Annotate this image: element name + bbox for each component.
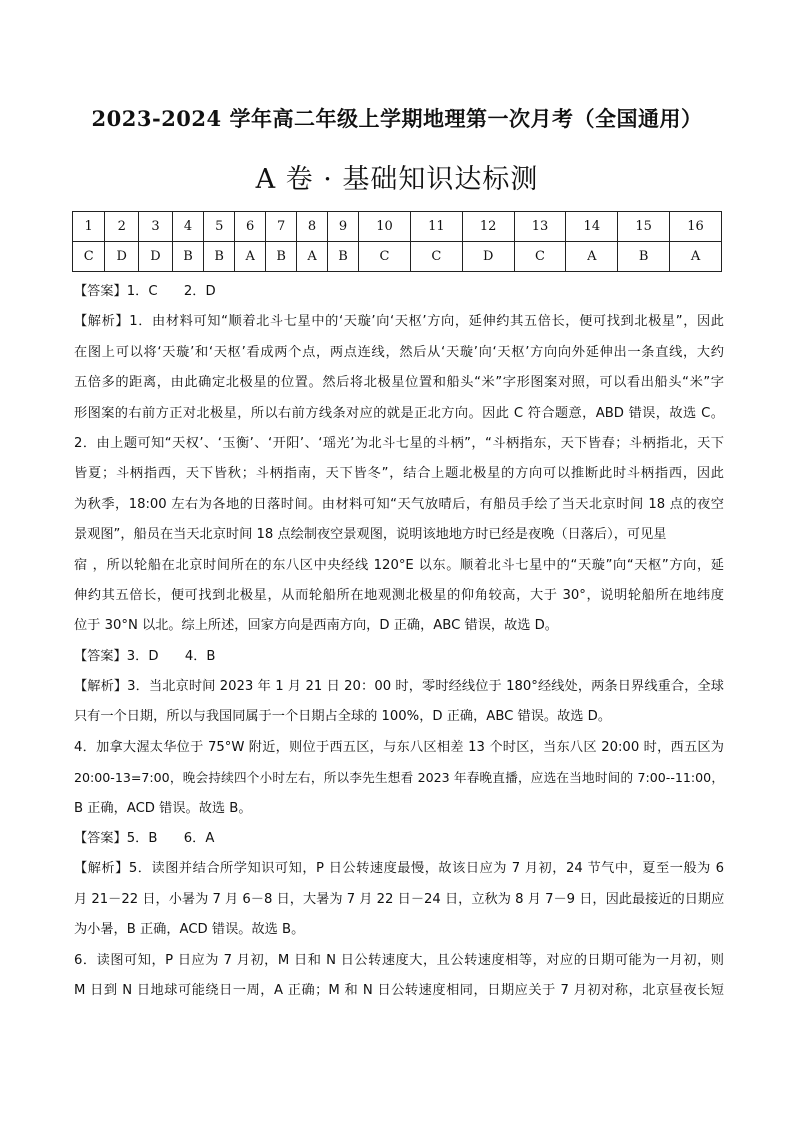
explanation-line: 4．加拿大渥太华位于 75°W 附近，则位于西五区，与东八区相差 13 个时区，当东八区 20:00 时，西五区为 — [74, 739, 724, 755]
question-number: 10 — [359, 212, 411, 242]
explanation-line: 景观图”，船员在当天北京时间 18 点绘制夜空景观图，说明该地地方时已经是夜晚（日落后），可见星 — [74, 527, 667, 543]
question-number: 1 — [73, 212, 105, 242]
explanation-line: 伸约其五倍长，便可找到北极星，从而轮船所在地观测北极星的仰角较高，大于 30°，说明轮船所在地纬度 — [74, 587, 724, 603]
question-number: 9 — [327, 212, 358, 242]
explanation-line: 五倍多的距离，由此确定北极星的位置。然后将北极星位置和船头“米”字形图案对照，可以看出船头“米”字 — [74, 375, 724, 391]
answer-line-q1-q2: 【答案】1．C 2．D — [74, 284, 216, 299]
question-number: 3 — [139, 212, 173, 242]
answer-cell: B — [172, 242, 203, 272]
answer-line-q3-q4: 【答案】3．D 4．B — [74, 648, 216, 664]
question-number: 15 — [618, 212, 670, 242]
explanation-line: 只有一个日期，所以与我国同属于一个日期占全球的 100%，D 正确，ABC 错误。故选 D。 — [74, 709, 612, 725]
answer-line-q5-q6: 【答案】5．B 6．A — [74, 831, 215, 847]
explanation-line: 为秋季，18:00 左右为各地的日落时间。由材料可知“天气放晴后，有船员手绘了当天北京时间 18 点的夜空 — [74, 496, 724, 512]
answer-cell: C — [73, 242, 105, 272]
answer-cell: B — [618, 242, 670, 272]
answer-cell: D — [105, 242, 139, 272]
question-number: 7 — [266, 212, 297, 242]
answer-cell: C — [359, 242, 411, 272]
question-number: 6 — [235, 212, 266, 242]
answer-cell: A — [670, 242, 722, 272]
explanation-line: 【解析】1．由材料可知“顺着北斗七星中的‘天璇’向‘天枢’方向，延伸约其五倍长，便可找到北极星”，因此 — [74, 314, 724, 330]
answer-cell: A — [297, 242, 328, 272]
exam-title: 2023-2024 学年高二年级上学期地理第一次月考（全国通用） — [91, 106, 703, 131]
explanation-line: 20:00-13=7:00，晚会持续四个小时左右，所以李先生想看 2023 年春晚直播，应选在当地时间的 7:00--11:00， — [74, 770, 724, 786]
explanation-line: B 正确，ACD 错误。故选 B。 — [74, 800, 252, 816]
answer-row — [73, 242, 722, 272]
explanation-body — [74, 277, 724, 1006]
explanation-line: 月 21－22 日，小暑为 7 月 6－8 日，大暑为 7 月 22 日－24 日，立秋为 8 月 7－9 日，因此最接近的日期应 — [74, 891, 725, 907]
answer-cell: B — [266, 242, 297, 272]
answer-cell: D — [462, 242, 514, 272]
explanation-line: 皆夏；斗柄指西，天下皆秋；斗柄指南，天下皆冬”，结合上题北极星的方向可以推断此时斗柄指西，因此 — [74, 466, 724, 482]
explanation-line: 宿 ，所以轮船在北京时间所在的东八区中央经线 120°E 以东。顺着北斗七星中的“天璇”向“天枢”方向，延 — [74, 557, 724, 573]
answer-cell: C — [514, 242, 566, 272]
explanation-line: 位于 30°N 以北。综上所述，回家方向是西南方向，D 正确，ABC 错误，故选 D。 — [74, 618, 558, 634]
explanation-line: 【解析】3．当北京时间 2023 年 1 月 21 日 20：00 时，零时经线位于 180°经线处，两条日界线重合，全球 — [74, 679, 724, 695]
question-number: 13 — [514, 212, 566, 242]
question-number: 4 — [172, 212, 203, 242]
question-number: 8 — [297, 212, 328, 242]
answer-cell: A — [235, 242, 266, 272]
explanation-line: 为小暑，B 正确，ACD 错误。故选 B。 — [74, 922, 305, 938]
answer-cell: B — [204, 242, 235, 272]
explanation-line: 6．读图可知，P 日应为 7 月初，M 日和 N 日公转速度大，且公转速度相等，对应的日期可能为一月初，则 — [74, 952, 724, 968]
question-number: 5 — [204, 212, 235, 242]
answer-cell: B — [327, 242, 358, 272]
explanation-line: 形图案的右前方正对北极星，所以右前方线条对应的就是正北方向。因此 C 符合题意，ABD 错误，故选 C。 — [74, 405, 724, 421]
question-number: 14 — [566, 212, 618, 242]
question-number: 11 — [410, 212, 462, 242]
answer-cell: D — [139, 242, 173, 272]
question-number: 2 — [105, 212, 139, 242]
explanation-line: M 日到 N 日地球可能绕日一周，A 正确；M 和 N 日公转速度相同，日期应关于 7 月初对称，北京昼夜长短 — [74, 982, 724, 998]
explanation-line: 在图上可以将‘天璇’和‘天枢’看成两个点，两点连线，然后从‘天璇’向‘天枢’方向向外延伸出一条直线，大约 — [74, 344, 724, 360]
exam-subtitle: A 卷 · 基础知识达标测 — [255, 164, 539, 195]
answer-cell: A — [566, 242, 618, 272]
answer-cell: C — [410, 242, 462, 272]
question-number-row — [73, 212, 722, 242]
answer-table — [72, 211, 722, 272]
explanation-line: 2．由上题可知“天权’、‘玉衡’、‘开阳’、‘瑶光’为北斗七星的斗柄”，“斗柄指东，天下皆春；斗柄指北，天下 — [74, 435, 724, 451]
explanation-line: 【解析】5．读图并结合所学知识可知，P 日公转速度最慢，故该日应为 7 月初，24 节气中，夏至一般为 6 — [74, 861, 724, 877]
question-number: 16 — [670, 212, 722, 242]
question-number: 12 — [462, 212, 514, 242]
